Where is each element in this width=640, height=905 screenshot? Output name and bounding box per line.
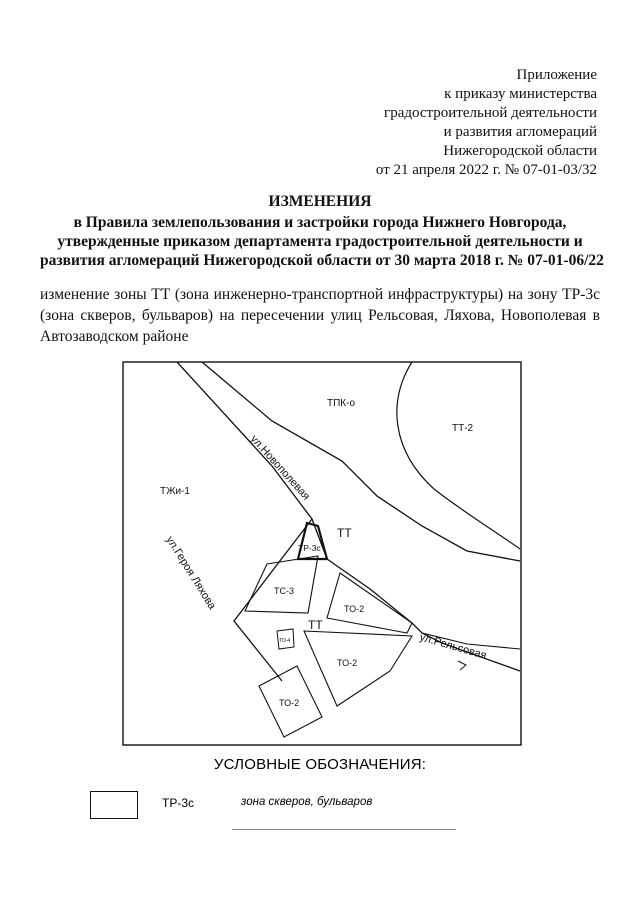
appendix-line: градостроительной деятельности <box>384 105 597 121</box>
appendix-line: от 21 апреля 2022 г. № 07-01-03/32 <box>375 162 597 178</box>
legend-code: ТР-3с <box>162 796 195 810</box>
appendix-line: к приказу министерства <box>444 86 597 102</box>
street-label: ул.Новополевая <box>247 432 313 503</box>
zone-label: ТТ <box>308 618 323 632</box>
appendix-line: Приложение <box>516 67 597 83</box>
hatch-mark <box>458 661 466 670</box>
zone-label: ТПК-о <box>327 398 356 409</box>
title-line: в Правила землепользования и застройки города Нижнего Новгорода, <box>73 214 567 231</box>
appendix-block <box>376 66 597 180</box>
document-title <box>40 192 604 270</box>
legend-swatch <box>90 791 138 819</box>
zoning-map <box>122 361 522 746</box>
appendix-line: Нижегородской области <box>443 143 597 159</box>
tr3s-zone <box>298 523 327 559</box>
title-heading: ИЗМЕНЕНИЯ <box>268 193 372 210</box>
zone-label: ТР-3с <box>298 543 321 553</box>
legend-title: УСЛОВНЫЕ ОБОЗНАЧЕНИЯ: <box>213 756 427 773</box>
zone-label: ТО-2 <box>344 604 365 614</box>
change-description: изменение зоны ТТ (зона инженерно-транспортной инфраструктуры) на зону ТР-3с (зона скверов, бульваров) на пересечении улиц Рельсовая, Ляхова, Новополевая в Автозаводском районе <box>40 286 600 345</box>
title-line: утвержденные приказом департамента градостроительной деятельности и <box>57 233 583 250</box>
ts3-zone <box>245 556 318 613</box>
zone-label: ТТ <box>337 526 352 540</box>
bottom-rule <box>232 829 456 830</box>
zone-label: ТС-3 <box>274 586 294 596</box>
title-line: развития агломераций Нижегородской области от 30 марта 2018 г. № 07-01-06/22 <box>40 252 604 269</box>
zone-label: ТТ-2 <box>452 423 474 434</box>
legend-description: зона скверов, бульваров <box>241 796 373 808</box>
zone-label: ТЖи-1 <box>160 486 190 497</box>
street-label: ул.Рельсовая <box>418 631 488 662</box>
street-label: ул.Героя Ляхова <box>163 534 219 612</box>
to2-zone <box>304 631 412 706</box>
road-edge <box>202 362 520 561</box>
to2-zone <box>327 573 412 633</box>
zone-label: ТО-4 <box>279 638 291 644</box>
zone-label: ТО-2 <box>337 658 358 668</box>
appendix-line: и развития агломераций <box>443 124 597 140</box>
zone-label: ТО-2 <box>279 698 300 708</box>
